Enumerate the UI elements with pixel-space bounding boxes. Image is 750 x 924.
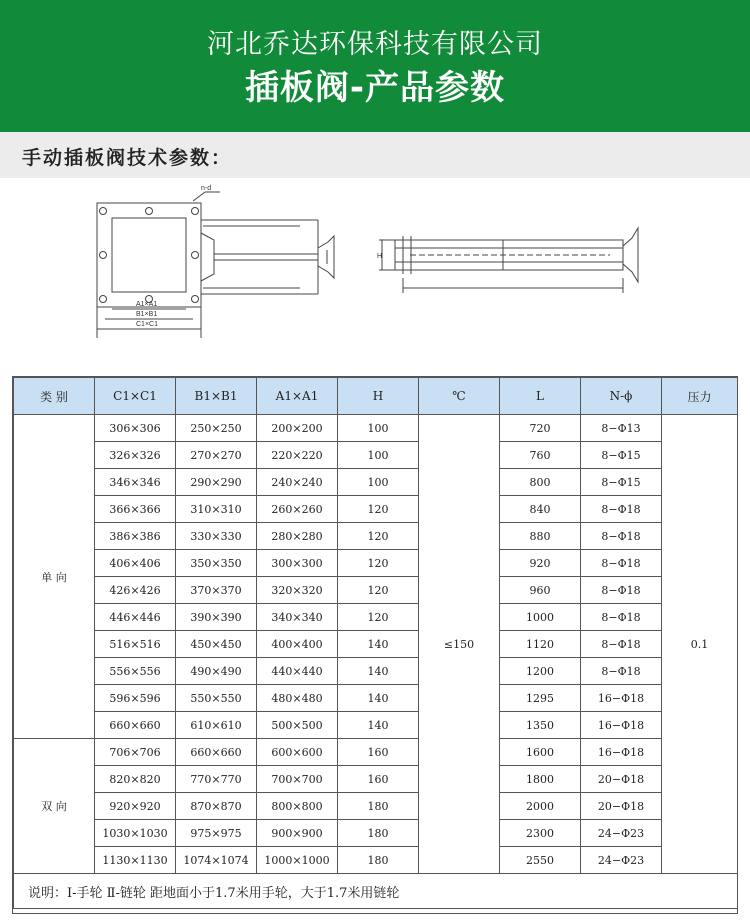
table-row xyxy=(14,577,738,604)
cell-a1: 800×800 xyxy=(257,793,338,820)
cell-a1: 320×320 xyxy=(257,577,338,604)
company-name: 河北乔达环保科技有限公司 xyxy=(207,29,543,60)
cell-h: 120 xyxy=(338,496,419,523)
column-header: B1×B1 xyxy=(176,378,257,415)
cell-h: 100 xyxy=(338,469,419,496)
cell-c1: 516×516 xyxy=(95,631,176,658)
cell-l: 1200 xyxy=(500,658,581,685)
cell-l: 1350 xyxy=(500,712,581,739)
table-row xyxy=(14,496,738,523)
cell-n: 8−Φ18 xyxy=(581,523,662,550)
flange-outer xyxy=(97,203,201,307)
cell-a1: 200×200 xyxy=(257,415,338,442)
table-row xyxy=(14,442,738,469)
cell-b1: 350×350 xyxy=(176,550,257,577)
cell-c1: 426×426 xyxy=(95,577,176,604)
cell-a1: 260×260 xyxy=(257,496,338,523)
cell-a1: 300×300 xyxy=(257,550,338,577)
table-row xyxy=(14,712,738,739)
label-h: H xyxy=(377,253,383,260)
cell-c1: 306×306 xyxy=(95,415,176,442)
cell-c1: 1130×1130 xyxy=(95,847,176,874)
cell-c1: 326×326 xyxy=(95,442,176,469)
category-cell: 单 向 xyxy=(14,415,95,739)
cell-h: 140 xyxy=(338,631,419,658)
technical-drawing xyxy=(0,178,750,368)
valve-drawing-svg xyxy=(0,178,750,368)
cell-h: 160 xyxy=(338,766,419,793)
page-title: 插板阀-产品参数 xyxy=(244,68,506,108)
cell-l: 2300 xyxy=(500,820,581,847)
cell-l: 1800 xyxy=(500,766,581,793)
cell-l: 2550 xyxy=(500,847,581,874)
side-handwheel-icon xyxy=(623,228,638,282)
cell-h: 180 xyxy=(338,793,419,820)
cell-b1: 370×370 xyxy=(176,577,257,604)
cell-n: 20−Φ18 xyxy=(581,793,662,820)
cell-c1: 920×920 xyxy=(95,793,176,820)
cell-l: 1120 xyxy=(500,631,581,658)
cell-h: 120 xyxy=(338,550,419,577)
cell-n: 16−Φ18 xyxy=(581,739,662,766)
cell-l: 1600 xyxy=(500,739,581,766)
column-header: H xyxy=(338,378,419,415)
cell-n: 16−Φ18 xyxy=(581,685,662,712)
cell-b1: 490×490 xyxy=(176,658,257,685)
category-cell: 双 向 xyxy=(14,739,95,874)
cell-c1: 706×706 xyxy=(95,739,176,766)
cell-h: 140 xyxy=(338,685,419,712)
cell-n: 8−Φ15 xyxy=(581,469,662,496)
cell-a1: 900×900 xyxy=(257,820,338,847)
table-row xyxy=(14,523,738,550)
cell-l: 800 xyxy=(500,469,581,496)
handwheel-icon xyxy=(318,236,334,278)
cell-l: 1295 xyxy=(500,685,581,712)
cell-a1: 500×500 xyxy=(257,712,338,739)
cell-b1: 310×310 xyxy=(176,496,257,523)
pressure-cell: 0.1 xyxy=(662,415,738,874)
cell-h: 120 xyxy=(338,577,419,604)
bolt-hole-icon xyxy=(100,208,107,215)
cell-b1: 870×870 xyxy=(176,793,257,820)
cell-a1: 400×400 xyxy=(257,631,338,658)
table-row xyxy=(14,469,738,496)
cell-a1: 240×240 xyxy=(257,469,338,496)
cell-c1: 1030×1030 xyxy=(95,820,176,847)
cell-l: 1000 xyxy=(500,604,581,631)
label-b1: B1×B1 xyxy=(136,311,158,318)
cell-c1: 660×660 xyxy=(95,712,176,739)
cell-b1: 270×270 xyxy=(176,442,257,469)
cell-b1: 660×660 xyxy=(176,739,257,766)
cell-b1: 1074×1074 xyxy=(176,847,257,874)
spec-table xyxy=(13,377,738,909)
cell-h: 140 xyxy=(338,658,419,685)
cell-b1: 770×770 xyxy=(176,766,257,793)
cell-h: 100 xyxy=(338,442,419,469)
cell-a1: 220×220 xyxy=(257,442,338,469)
table-row xyxy=(14,604,738,631)
column-header: N-ϕ xyxy=(581,378,662,415)
cell-n: 8−Φ13 xyxy=(581,415,662,442)
label-nd: n-d xyxy=(201,185,212,192)
cell-a1: 340×340 xyxy=(257,604,338,631)
cell-b1: 550×550 xyxy=(176,685,257,712)
cell-a1: 280×280 xyxy=(257,523,338,550)
table-row xyxy=(14,685,738,712)
header-banner xyxy=(0,0,750,132)
cell-b1: 290×290 xyxy=(176,469,257,496)
label-c1: C1×C1 xyxy=(136,321,158,328)
table-row xyxy=(14,739,738,766)
bolt-hole-icon xyxy=(192,296,199,303)
cell-l: 2000 xyxy=(500,793,581,820)
table-row xyxy=(14,631,738,658)
column-header: C1×C1 xyxy=(95,378,176,415)
section-header xyxy=(0,132,750,178)
cell-h: 180 xyxy=(338,820,419,847)
cell-l: 920 xyxy=(500,550,581,577)
cell-l: 720 xyxy=(500,415,581,442)
flange-inner xyxy=(112,218,186,292)
bolt-hole-icon xyxy=(192,208,199,215)
bolt-hole-icon xyxy=(146,208,153,215)
cell-b1: 450×450 xyxy=(176,631,257,658)
cell-n: 16−Φ18 xyxy=(581,712,662,739)
cell-c1: 406×406 xyxy=(95,550,176,577)
cell-h: 140 xyxy=(338,712,419,739)
cell-a1: 700×700 xyxy=(257,766,338,793)
cell-c1: 446×446 xyxy=(95,604,176,631)
cell-h: 100 xyxy=(338,415,419,442)
cell-l: 960 xyxy=(500,577,581,604)
cell-b1: 390×390 xyxy=(176,604,257,631)
cell-l: 760 xyxy=(500,442,581,469)
cell-c1: 556×556 xyxy=(95,658,176,685)
cell-n: 20−Φ18 xyxy=(581,766,662,793)
cell-n: 8−Φ18 xyxy=(581,496,662,523)
cell-n: 8−Φ18 xyxy=(581,604,662,631)
table-row xyxy=(14,820,738,847)
table-row xyxy=(14,550,738,577)
column-header: ℃ xyxy=(419,378,500,415)
column-header: A1×A1 xyxy=(257,378,338,415)
cell-h: 160 xyxy=(338,739,419,766)
column-header: 压力 xyxy=(662,378,738,415)
cell-h: 180 xyxy=(338,847,419,874)
cell-b1: 610×610 xyxy=(176,712,257,739)
cell-n: 8−Φ18 xyxy=(581,631,662,658)
cell-a1: 480×480 xyxy=(257,685,338,712)
section-title: 手动插板阀技术参数： xyxy=(22,147,233,169)
table-header-row xyxy=(14,378,738,415)
table-row xyxy=(14,415,738,442)
cell-b1: 250×250 xyxy=(176,415,257,442)
cell-n: 8−Φ18 xyxy=(581,658,662,685)
cell-c1: 596×596 xyxy=(95,685,176,712)
column-header: 类 别 xyxy=(14,378,95,415)
cell-a1: 600×600 xyxy=(257,739,338,766)
column-header: L xyxy=(500,378,581,415)
cell-h: 120 xyxy=(338,523,419,550)
bolt-hole-icon xyxy=(100,296,107,303)
cell-n: 8−Φ18 xyxy=(581,577,662,604)
bolt-hole-icon xyxy=(100,252,107,259)
table-row xyxy=(14,658,738,685)
cell-l: 840 xyxy=(500,496,581,523)
cell-n: 8−Φ15 xyxy=(581,442,662,469)
label-a1: A1×A1 xyxy=(136,301,158,308)
cell-n: 8−Φ18 xyxy=(581,550,662,577)
cell-a1: 440×440 xyxy=(257,658,338,685)
cell-n: 24−Φ23 xyxy=(581,847,662,874)
cell-c1: 366×366 xyxy=(95,496,176,523)
cell-b1: 975×975 xyxy=(176,820,257,847)
table-note: 说明：Ⅰ-手轮 Ⅱ-链轮 距地面小于1.7米用手轮，大于1.7米用链轮 xyxy=(14,874,738,909)
cell-c1: 346×346 xyxy=(95,469,176,496)
table-row xyxy=(14,847,738,874)
cell-l: 880 xyxy=(500,523,581,550)
cell-b1: 330×330 xyxy=(176,523,257,550)
temperature-cell: ≤150 xyxy=(419,415,500,874)
table-row xyxy=(14,766,738,793)
cell-h: 120 xyxy=(338,604,419,631)
cell-c1: 820×820 xyxy=(95,766,176,793)
stem-bracket xyxy=(201,233,214,281)
note-row xyxy=(14,874,738,909)
cell-c1: 386×386 xyxy=(95,523,176,550)
cell-a1: 1000×1000 xyxy=(257,847,338,874)
bolt-hole-icon xyxy=(192,252,199,259)
cell-n: 24−Φ23 xyxy=(581,820,662,847)
spec-table-container xyxy=(12,376,738,914)
table-row xyxy=(14,793,738,820)
